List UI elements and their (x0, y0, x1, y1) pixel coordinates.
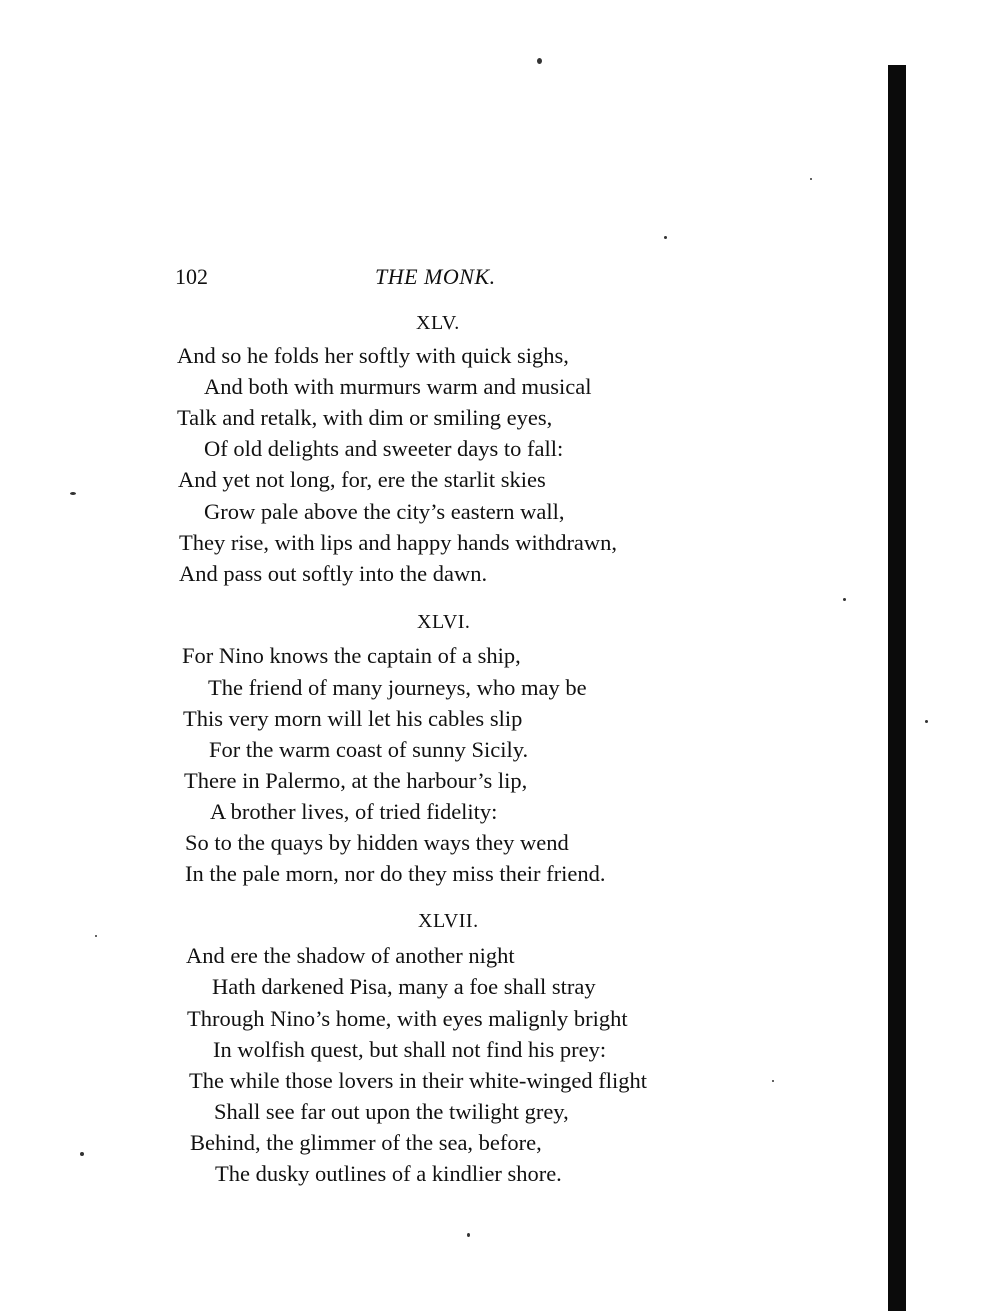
running-title: THE MONK. (375, 264, 496, 289)
verse-line: In the pale morn, nor do they miss their friend. (185, 861, 606, 886)
verse-line: And so he folds her softly with quick sighs, (177, 343, 569, 368)
verse-line: Grow pale above the city’s eastern wall, (204, 499, 565, 524)
scan-speck (95, 935, 97, 937)
stanza-numeral: XLV. (416, 312, 460, 334)
verse-line: In wolfish quest, but shall not find his prey: (213, 1037, 607, 1062)
verse-line: The while those lovers in their white-winged flight (189, 1068, 648, 1093)
verse-line: Behind, the glimmer of the sea, before, (190, 1130, 542, 1155)
verse-line: So to the quays by hidden ways they wend (185, 830, 569, 855)
verse-line: There in Palermo, at the harbour’s lip, (184, 768, 528, 793)
page-number: 102 (175, 264, 208, 289)
verse-line: Through Nino’s home, with eyes malignly bright (187, 1006, 628, 1031)
stanza-numeral: XLVI. (417, 611, 471, 633)
verse-line: This very morn will let his cables slip (183, 706, 523, 731)
scan-speck (925, 720, 928, 723)
scan-speck (772, 1080, 774, 1082)
verse-line: Hath darkened Pisa, many a foe shall stray (212, 974, 596, 999)
verse-line: And ere the shadow of another night (186, 943, 515, 968)
scan-speck (664, 236, 667, 239)
scan-speck (810, 178, 812, 180)
verse-line: For Nino knows the captain of a ship, (182, 643, 521, 668)
verse-line: They rise, with lips and happy hands withdrawn, (179, 530, 618, 555)
verse-line: The friend of many journeys, who may be (208, 675, 587, 700)
verse-line: For the warm coast of sunny Sicily. (209, 737, 529, 762)
scan-speck (80, 1152, 84, 1156)
verse-line: And both with murmurs warm and musical (204, 374, 592, 399)
scan-speck (70, 492, 76, 495)
scan-speck (843, 598, 846, 601)
verse-line: Shall see far out upon the twilight grey, (214, 1099, 569, 1124)
verse-line: A brother lives, of tried fidelity: (210, 799, 498, 824)
stanza-numeral: XLVII. (418, 910, 479, 932)
scan-binding-shadow (888, 65, 906, 1311)
verse-line: Of old delights and sweeter days to fall: (204, 436, 564, 461)
scan-speck (467, 1233, 470, 1237)
scan-speck (537, 58, 542, 64)
verse-line: Talk and retalk, with dim or smiling eyes, (177, 405, 553, 430)
verse-line: And pass out softly into the dawn. (179, 561, 488, 586)
verse-line: The dusky outlines of a kindlier shore. (215, 1161, 562, 1186)
verse-line: And yet not long, for, ere the starlit skies (178, 467, 546, 492)
